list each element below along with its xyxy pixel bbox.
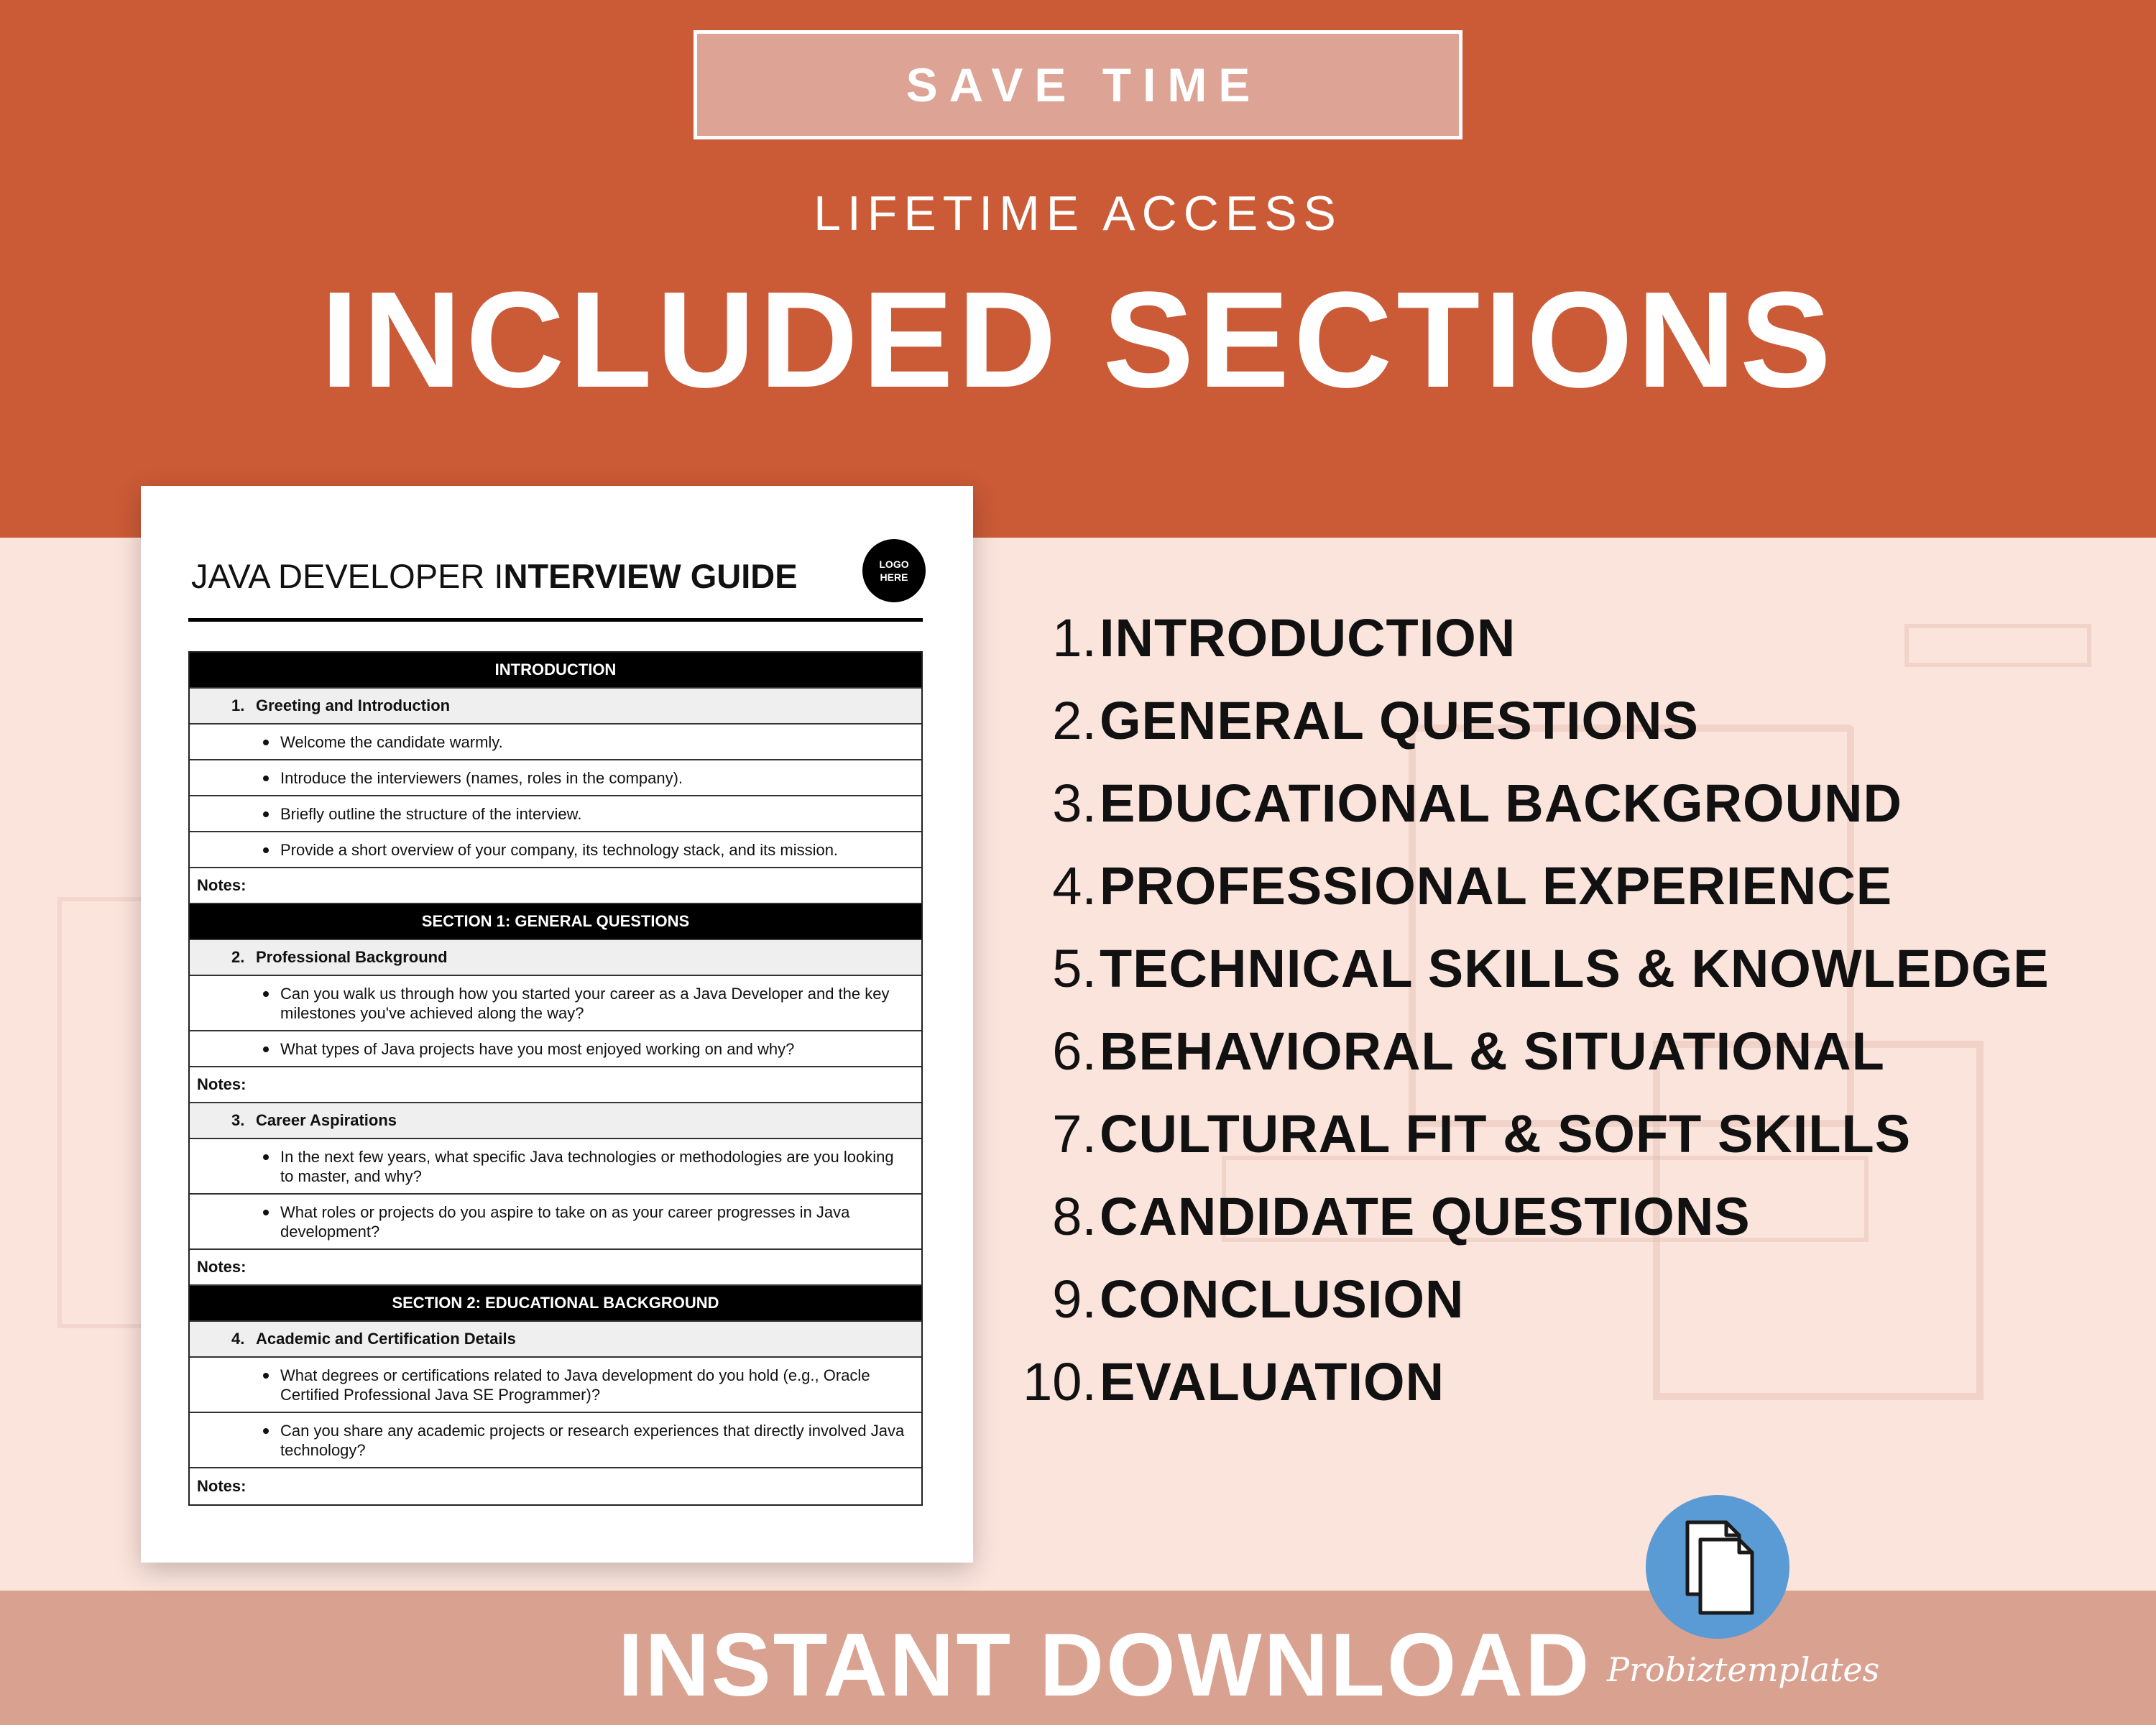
section-list-item bbox=[1006, 762, 2127, 845]
section-number: 9. bbox=[1052, 1269, 1097, 1329]
section-list-item bbox=[1006, 1340, 2127, 1423]
subsection-number: 4. bbox=[231, 1330, 245, 1348]
section-label: CANDIDATE QUESTIONS bbox=[1100, 1187, 1751, 1246]
interview-table bbox=[188, 651, 923, 1506]
table-section-header: INTRODUCTION bbox=[190, 653, 921, 689]
section-list-item bbox=[1006, 1175, 2127, 1258]
notes-label: Notes: bbox=[197, 1075, 247, 1093]
save-time-badge bbox=[694, 30, 1462, 139]
table-question-row: What degrees or certifications related to Java development do you hold (e.g., Oracle Certified Professional Java SE Programmer)? bbox=[190, 1358, 921, 1413]
title-divider bbox=[188, 618, 923, 622]
section-label: GENERAL QUESTIONS bbox=[1100, 691, 1699, 750]
save-time-text: SAVE TIME bbox=[906, 58, 1262, 111]
section-number: 3. bbox=[1052, 773, 1097, 833]
table-section-header: SECTION 1: GENERAL QUESTIONS bbox=[190, 904, 921, 940]
document-title bbox=[191, 556, 798, 596]
section-number: 2. bbox=[1052, 691, 1097, 750]
section-list-item bbox=[1006, 845, 2127, 927]
brand-logo bbox=[1646, 1495, 1789, 1639]
table-question-row: In the next few years, what specific Java technologies or methodologies are you looking to master, and why? bbox=[190, 1139, 921, 1195]
section-list-item bbox=[1006, 597, 2127, 679]
table-subsection-row bbox=[190, 940, 921, 976]
subsection-title: Career Aspirations bbox=[256, 1111, 397, 1129]
notes-label: Notes: bbox=[197, 876, 247, 894]
section-label: CONCLUSION bbox=[1100, 1269, 1465, 1329]
document-title-regular: JAVA DEVELOPER I bbox=[191, 557, 504, 595]
table-section-header: SECTION 2: EDUCATIONAL BACKGROUND bbox=[190, 1286, 921, 1322]
table-question-row: What types of Java projects have you most enjoyed working on and why? bbox=[190, 1031, 921, 1067]
logo-text-line2: HERE bbox=[880, 571, 908, 583]
subsection-number: 3. bbox=[231, 1111, 245, 1129]
section-label: INTRODUCTION bbox=[1100, 608, 1516, 668]
table-notes-row bbox=[190, 1067, 921, 1103]
section-label: BEHAVIORAL & SITUATIONAL bbox=[1100, 1021, 1885, 1081]
section-number: 5. bbox=[1052, 939, 1097, 998]
subsection-title: Professional Background bbox=[256, 948, 448, 966]
section-number: 6. bbox=[1052, 1021, 1097, 1081]
table-notes-row bbox=[190, 1250, 921, 1286]
sections-list bbox=[1006, 597, 2127, 1423]
lifetime-access-subtitle: LIFETIME ACCESS bbox=[814, 186, 1342, 241]
section-number: 4. bbox=[1052, 856, 1097, 916]
subsection-number: 1. bbox=[231, 696, 245, 714]
subsection-number: 2. bbox=[231, 948, 245, 966]
instant-download-text: INSTANT DOWNLOAD bbox=[618, 1616, 1592, 1715]
section-list-item bbox=[1006, 1258, 2127, 1340]
subsection-title: Academic and Certification Details bbox=[256, 1330, 516, 1348]
table-question-row: Provide a short overview of your company, its technology stack, and its mission. bbox=[190, 832, 921, 868]
section-list-item bbox=[1006, 679, 2127, 762]
logo-text-line1: LOGO bbox=[879, 558, 909, 570]
section-label: PROFESSIONAL EXPERIENCE bbox=[1100, 856, 1893, 916]
table-subsection-row bbox=[190, 1322, 921, 1358]
table-question-row: Welcome the candidate warmly. bbox=[190, 724, 921, 760]
section-list-item bbox=[1006, 1092, 2127, 1175]
section-list-item bbox=[1006, 1010, 2127, 1092]
section-number: 1. bbox=[1052, 608, 1097, 668]
logo-placeholder bbox=[862, 539, 926, 602]
table-question-row: Can you share any academic projects or research experiences that directly involved Java technology? bbox=[190, 1413, 921, 1468]
section-list-item bbox=[1006, 927, 2127, 1010]
table-subsection-row bbox=[190, 689, 921, 724]
section-number: 7. bbox=[1052, 1104, 1097, 1164]
section-number: 8. bbox=[1052, 1187, 1097, 1246]
table-notes-row bbox=[190, 1468, 921, 1504]
table-question-row: What roles or projects do you aspire to take on as your career progresses in Java development? bbox=[190, 1195, 921, 1250]
section-label: EVALUATION bbox=[1100, 1352, 1445, 1412]
section-label: EDUCATIONAL BACKGROUND bbox=[1100, 773, 1902, 833]
notes-label: Notes: bbox=[197, 1258, 247, 1276]
table-question-row: Can you walk us through how you started your career as a Java Developer and the key milestones you've achieved along the way? bbox=[190, 976, 921, 1031]
section-number: 10. bbox=[1023, 1352, 1097, 1412]
main-title: INCLUDED SECTIONS bbox=[321, 264, 1835, 416]
brand-name: Probiztemplates bbox=[1607, 1650, 1880, 1689]
notes-label: Notes: bbox=[197, 1477, 247, 1495]
section-label: CULTURAL FIT & SOFT SKILLS bbox=[1100, 1104, 1912, 1164]
table-question-row: Introduce the interviewers (names, roles in the company). bbox=[190, 760, 921, 796]
table-notes-row bbox=[190, 868, 921, 904]
table-question-row: Briefly outline the structure of the interview. bbox=[190, 796, 921, 832]
subsection-title: Greeting and Introduction bbox=[256, 696, 451, 714]
document-preview bbox=[141, 486, 973, 1563]
section-label: TECHNICAL SKILLS & KNOWLEDGE bbox=[1100, 939, 2050, 998]
documents-icon bbox=[1646, 1495, 1789, 1639]
table-subsection-row bbox=[190, 1103, 921, 1139]
document-title-bold: NTERVIEW GUIDE bbox=[503, 557, 798, 595]
